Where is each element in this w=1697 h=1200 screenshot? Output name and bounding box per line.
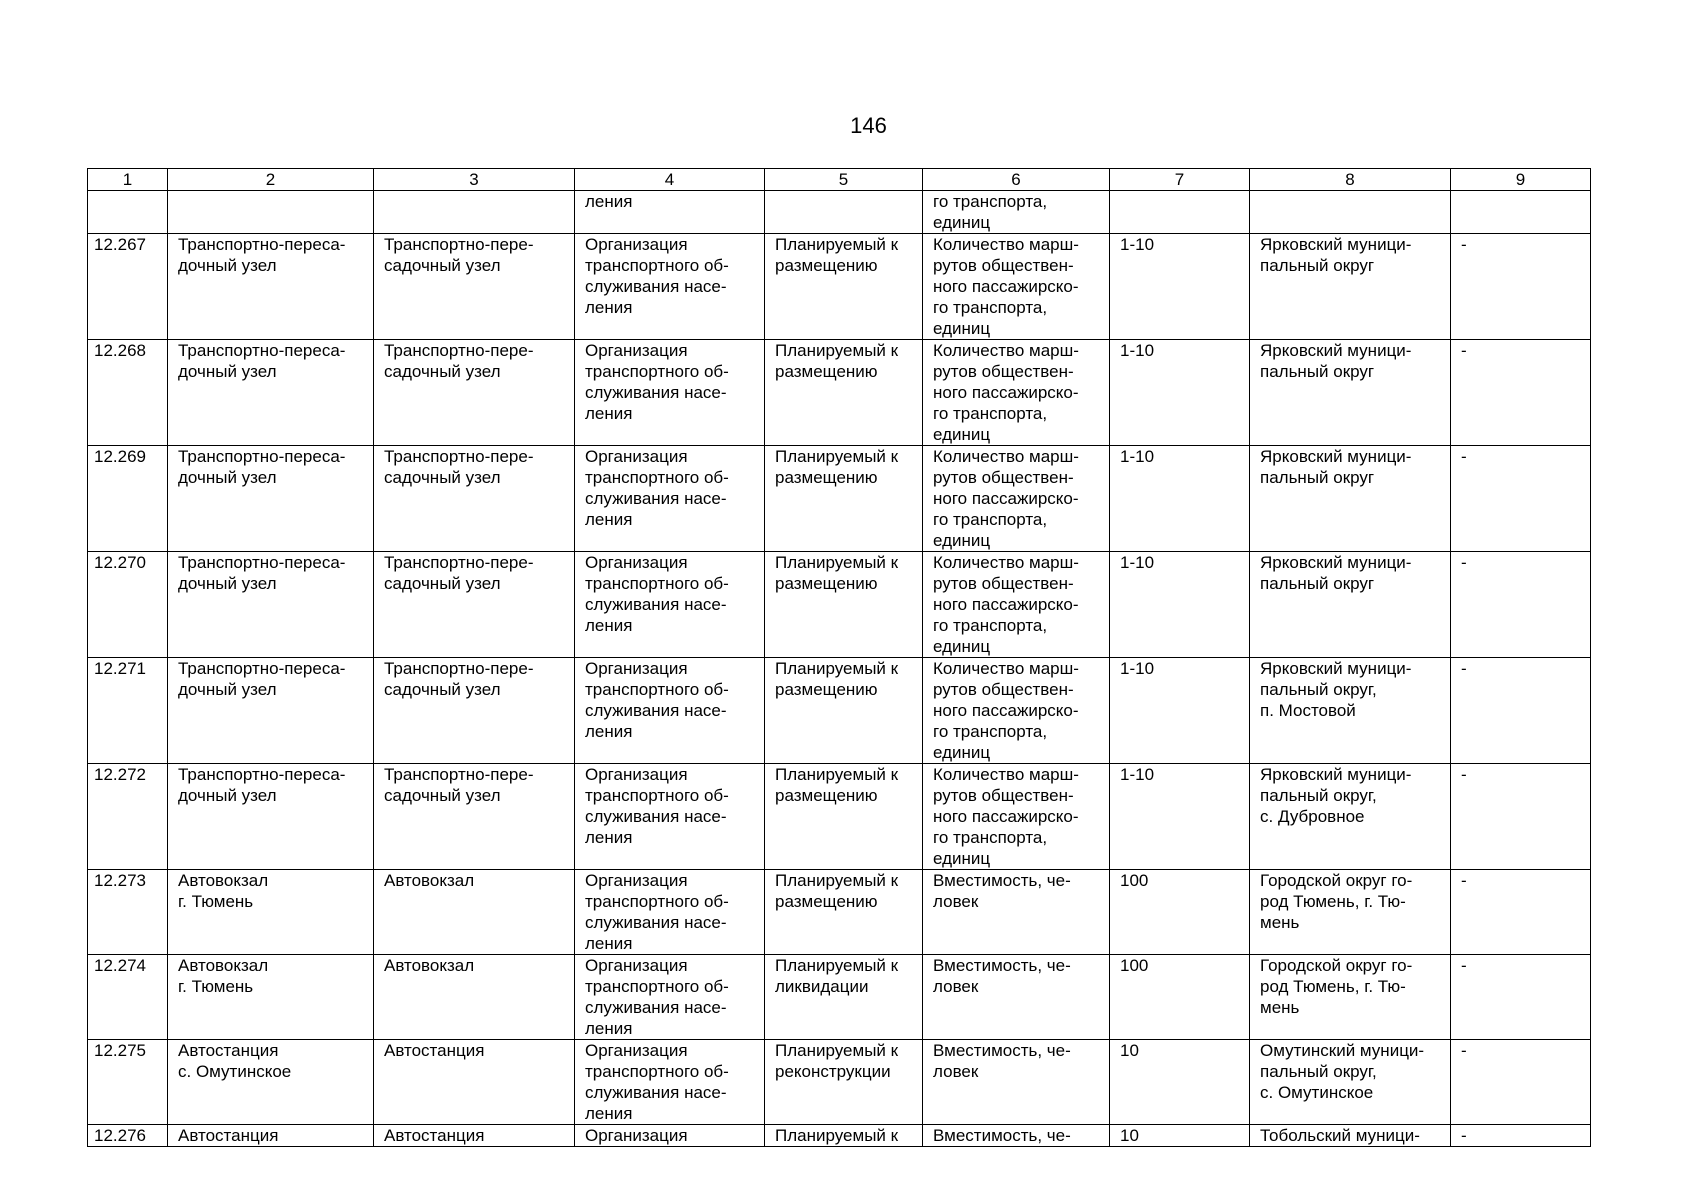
column-header: 4 [575, 169, 765, 191]
table-cell: Ярковский муници- пальный округ [1250, 234, 1451, 340]
table-cell: Организация транспортного об- служивания насе- ления [575, 955, 765, 1040]
table-row [88, 552, 1591, 658]
table-cell: Вместимость, че- ловек [923, 870, 1110, 955]
table-cell: 12.275 [88, 1040, 168, 1125]
table-cell: Ярковский муници- пальный округ, п. Мостовой [1250, 658, 1451, 764]
table-cell [1451, 191, 1591, 234]
table-cell: Транспортно-пере- садочный узел [374, 234, 575, 340]
table-cell: Планируемый к размещению [765, 234, 923, 340]
table-row [88, 191, 1591, 234]
table-cell: Автовокзал г. Тюмень [168, 955, 374, 1040]
table-cell: Транспортно-переса- дочный узел [168, 658, 374, 764]
table-row [88, 1040, 1591, 1125]
table-cell [88, 191, 168, 234]
table-cell: Количество марш- рутов обществен- ного пассажирско- го транспорта, единиц [923, 658, 1110, 764]
table-cell: 12.268 [88, 340, 168, 446]
table-cell: Количество марш- рутов обществен- ного пассажирско- го транспорта, единиц [923, 764, 1110, 870]
table-cell: 12.269 [88, 446, 168, 552]
table-cell: - [1451, 340, 1591, 446]
table-cell [168, 191, 374, 234]
table-cell [374, 191, 575, 234]
table-cell: Планируемый к реконструкции [765, 1040, 923, 1125]
table-cell: Планируемый к размещению [765, 764, 923, 870]
table-cell: Автостанция [168, 1125, 374, 1147]
table-cell: - [1451, 764, 1591, 870]
table-cell: Ярковский муници- пальный округ, с. Дубровное [1250, 764, 1451, 870]
table-cell: Организация [575, 1125, 765, 1147]
table-cell: Количество марш- рутов обществен- ного пассажирско- го транспорта, единиц [923, 234, 1110, 340]
table-cell: Транспортно-пере- садочный узел [374, 446, 575, 552]
header-row [88, 169, 1591, 191]
table-cell: Тобольский муници- [1250, 1125, 1451, 1147]
table-cell [1250, 191, 1451, 234]
table-cell: - [1451, 552, 1591, 658]
table-cell: Организация транспортного об- служивания насе- ления [575, 1040, 765, 1125]
table-cell: Омутинский муници- пальный округ, с. Омутинское [1250, 1040, 1451, 1125]
table-cell: 1-10 [1110, 552, 1250, 658]
table-cell: Планируемый к [765, 1125, 923, 1147]
table-cell: Автовокзал [374, 870, 575, 955]
table-row [88, 764, 1591, 870]
table-cell: Организация транспортного об- служивания насе- ления [575, 340, 765, 446]
column-header: 1 [88, 169, 168, 191]
table-cell: Планируемый к размещению [765, 340, 923, 446]
table-row [88, 340, 1591, 446]
table-cell: Вместимость, че- [923, 1125, 1110, 1147]
table-cell: 1-10 [1110, 446, 1250, 552]
table-cell: Организация транспортного об- служивания насе- ления [575, 446, 765, 552]
table-cell: Ярковский муници- пальный округ [1250, 340, 1451, 446]
table-cell: - [1451, 1040, 1591, 1125]
table-cell: 12.267 [88, 234, 168, 340]
table-cell: 100 [1110, 870, 1250, 955]
table-cell: Количество марш- рутов обществен- ного пассажирско- го транспорта, единиц [923, 446, 1110, 552]
table-cell: 12.274 [88, 955, 168, 1040]
table-cell: Вместимость, че- ловек [923, 1040, 1110, 1125]
table-cell: - [1451, 234, 1591, 340]
table-cell: Автостанция [374, 1040, 575, 1125]
table-cell: Городской округ го- род Тюмень, г. Тю- мень [1250, 955, 1451, 1040]
table-cell: Автовокзал г. Тюмень [168, 870, 374, 955]
table-cell: Транспортно-переса- дочный узел [168, 340, 374, 446]
table-cell: 12.270 [88, 552, 168, 658]
table-cell: - [1451, 1125, 1591, 1147]
table-cell [765, 191, 923, 234]
table-cell: - [1451, 955, 1591, 1040]
table-cell: Организация транспортного об- служивания насе- ления [575, 870, 765, 955]
table-cell: Транспортно-пере- садочный узел [374, 340, 575, 446]
table-cell: 1-10 [1110, 764, 1250, 870]
table-cell: Организация транспортного об- служивания насе- ления [575, 234, 765, 340]
table-cell: Вместимость, че- ловек [923, 955, 1110, 1040]
table-row [88, 955, 1591, 1040]
table-cell: 12.273 [88, 870, 168, 955]
table-cell: Ярковский муници- пальный округ [1250, 446, 1451, 552]
table-cell: Транспортно-переса- дочный узел [168, 446, 374, 552]
table-cell: 10 [1110, 1125, 1250, 1147]
table-cell: Транспортно-переса- дочный узел [168, 234, 374, 340]
table-cell: Автостанция с. Омутинское [168, 1040, 374, 1125]
data-table [87, 168, 1591, 1147]
table-cell: 1-10 [1110, 658, 1250, 764]
table-cell: 1-10 [1110, 340, 1250, 446]
table-cell: Планируемый к размещению [765, 446, 923, 552]
table-cell: Городской округ го- род Тюмень, г. Тю- мень [1250, 870, 1451, 955]
table-cell: - [1451, 446, 1591, 552]
table-cell: 100 [1110, 955, 1250, 1040]
column-header: 6 [923, 169, 1110, 191]
table-cell: Количество марш- рутов обществен- ного пассажирско- го транспорта, единиц [923, 340, 1110, 446]
table-cell: Организация транспортного об- служивания насе- ления [575, 764, 765, 870]
table-cell: Транспортно-пере- садочный узел [374, 552, 575, 658]
table-cell: Планируемый к размещению [765, 658, 923, 764]
table-cell: 12.272 [88, 764, 168, 870]
table-cell: Планируемый к размещению [765, 552, 923, 658]
table-cell: - [1451, 658, 1591, 764]
table-row [88, 1125, 1591, 1147]
table-cell: Количество марш- рутов обществен- ного пассажирско- го транспорта, единиц [923, 552, 1110, 658]
table-cell: Транспортно-переса- дочный узел [168, 552, 374, 658]
page-number: 146 [850, 113, 887, 138]
column-header: 9 [1451, 169, 1591, 191]
column-header: 8 [1250, 169, 1451, 191]
column-header: 2 [168, 169, 374, 191]
table-cell: ления [575, 191, 765, 234]
column-header: 3 [374, 169, 575, 191]
table-row [88, 870, 1591, 955]
table-cell: Автостанция [374, 1125, 575, 1147]
table-cell: 10 [1110, 1040, 1250, 1125]
table-cell: Транспортно-пере- садочный узел [374, 658, 575, 764]
table-cell: 12.271 [88, 658, 168, 764]
table-cell: Ярковский муници- пальный округ [1250, 552, 1451, 658]
table-cell: Организация транспортного об- служивания насе- ления [575, 658, 765, 764]
table-cell: Автовокзал [374, 955, 575, 1040]
column-header: 7 [1110, 169, 1250, 191]
table-row [88, 658, 1591, 764]
table-cell: Транспортно-пере- садочный узел [374, 764, 575, 870]
table-cell: 1-10 [1110, 234, 1250, 340]
table-row [88, 234, 1591, 340]
table-cell: Организация транспортного об- служивания насе- ления [575, 552, 765, 658]
table-cell: Планируемый к размещению [765, 870, 923, 955]
table-cell: 12.276 [88, 1125, 168, 1147]
column-header: 5 [765, 169, 923, 191]
table-cell: Транспортно-переса- дочный узел [168, 764, 374, 870]
table-cell: го транспорта, единиц [923, 191, 1110, 234]
table-cell: Планируемый к ликвидации [765, 955, 923, 1040]
table-cell [1110, 191, 1250, 234]
table-cell: - [1451, 870, 1591, 955]
table-row [88, 446, 1591, 552]
